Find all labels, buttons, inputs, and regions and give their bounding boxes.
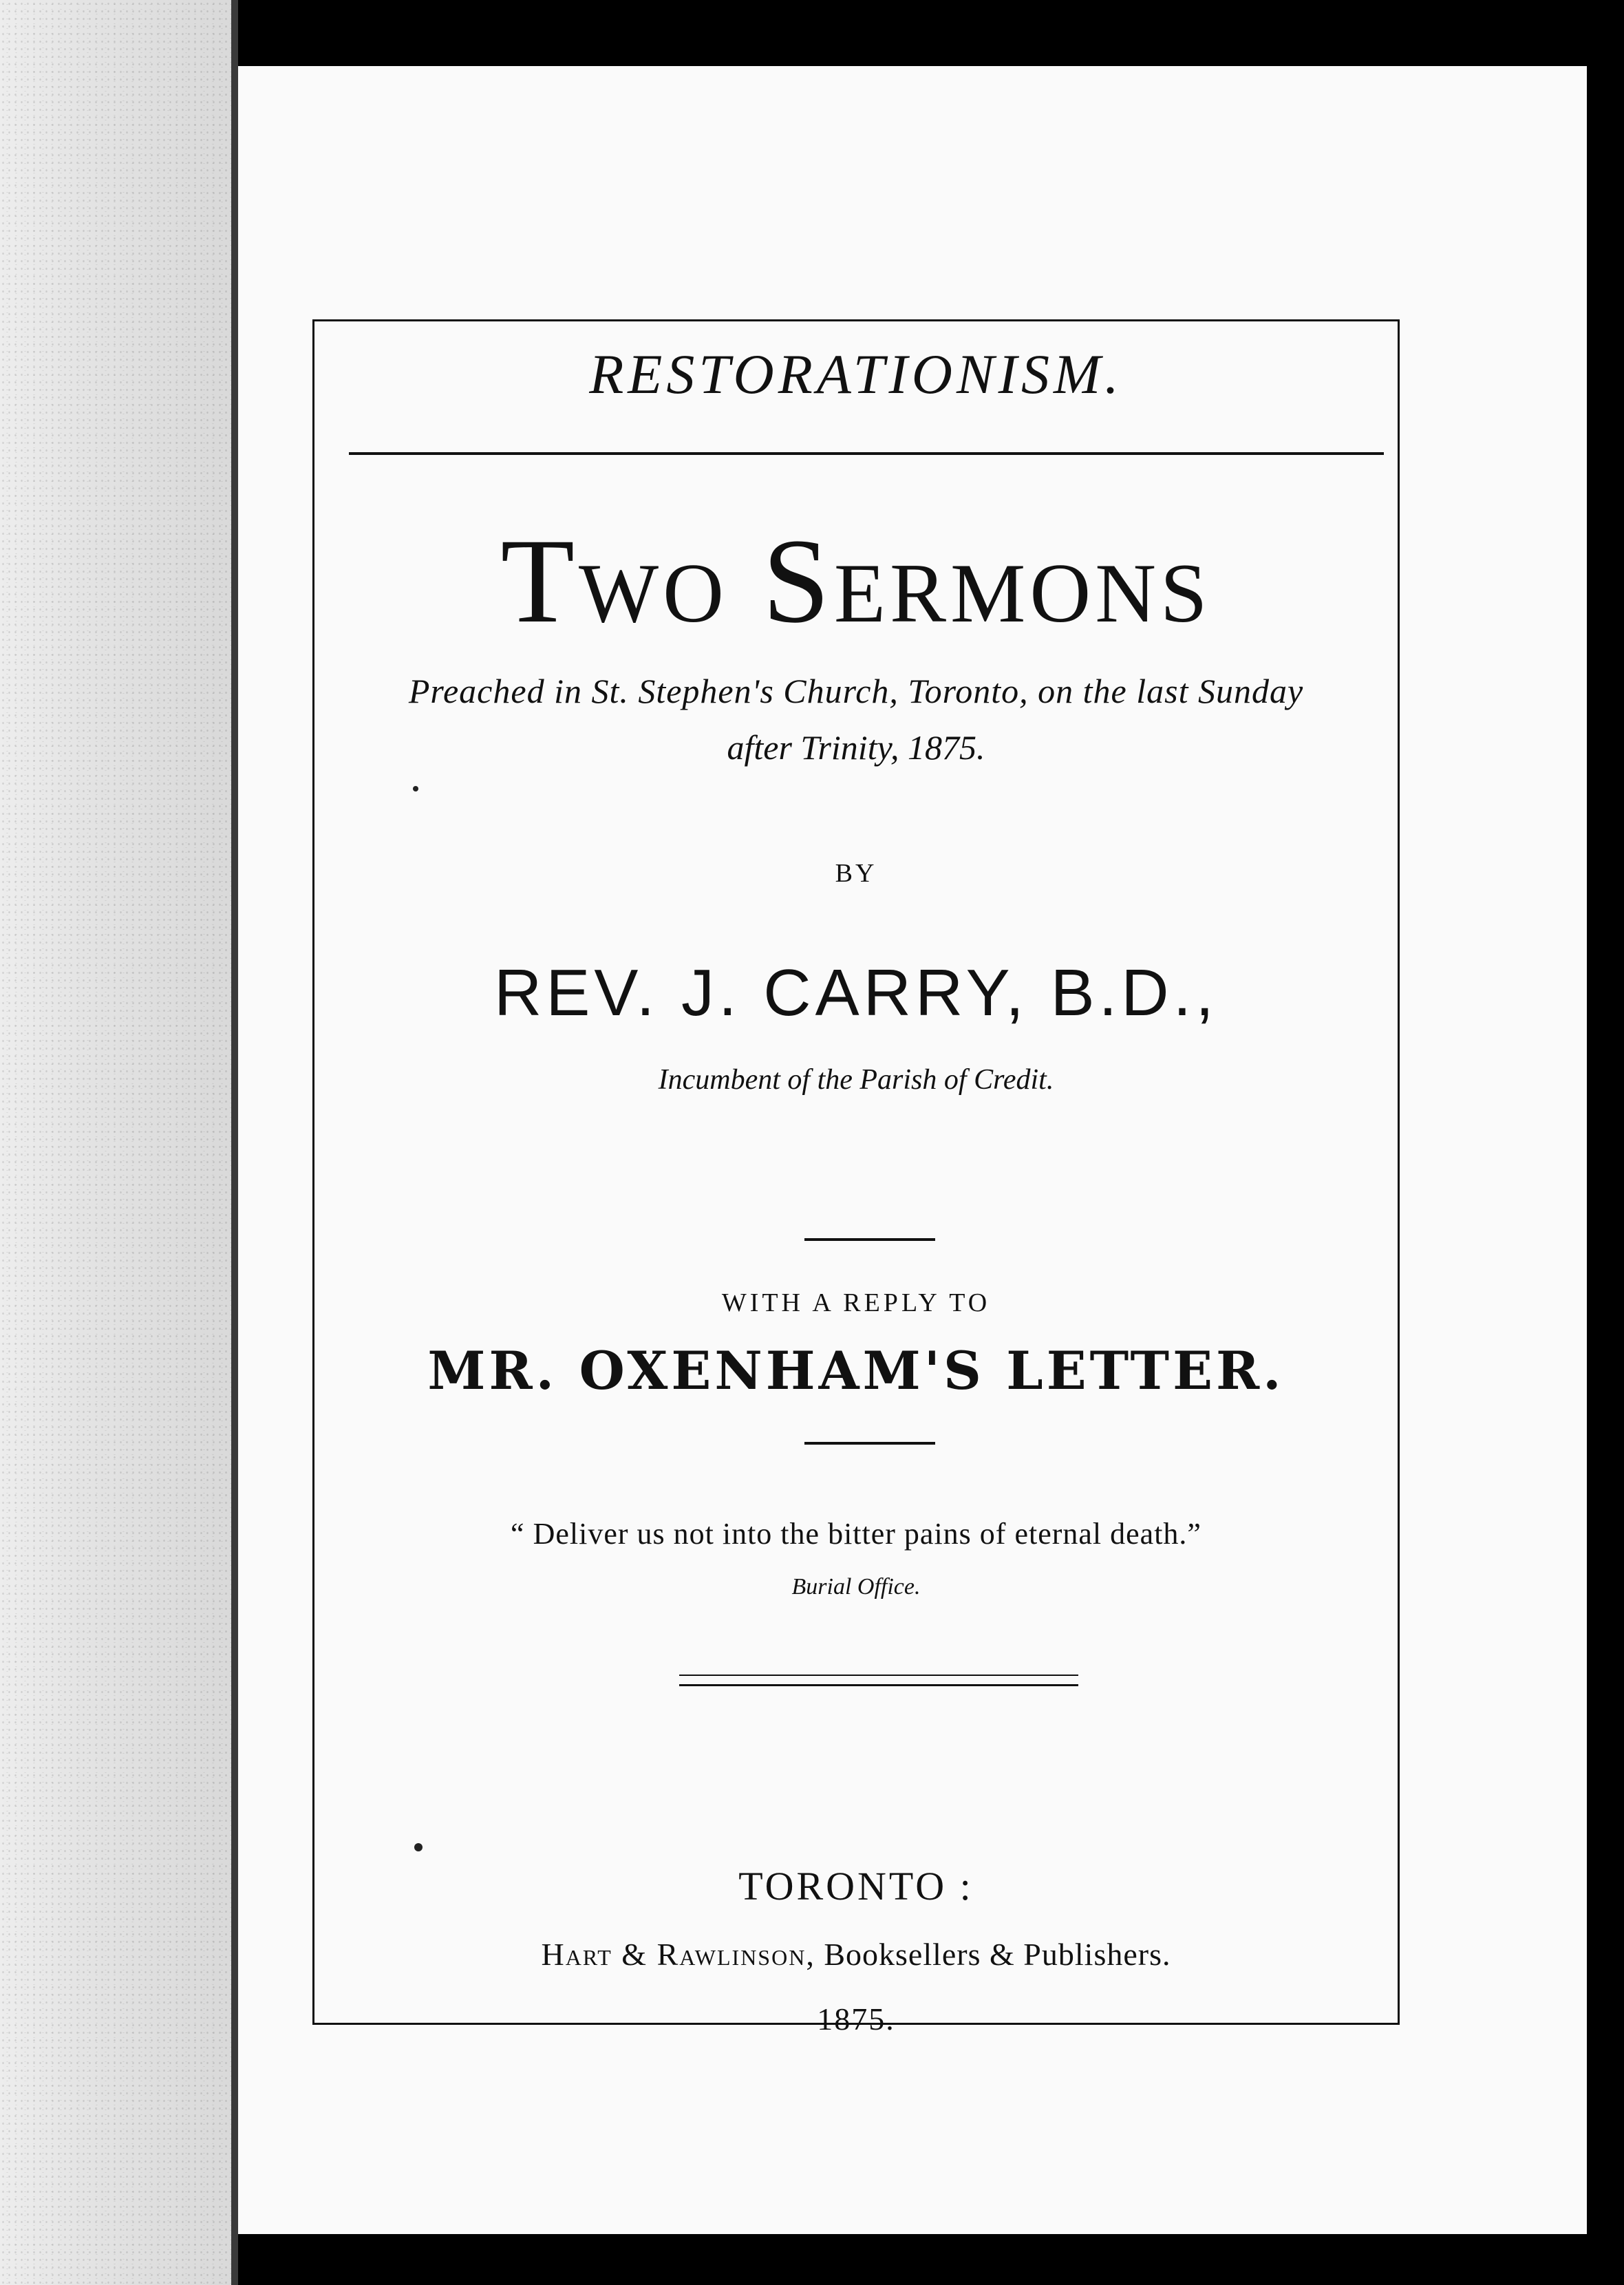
subtitle-line-2: after Trinity, 1875.: [727, 728, 985, 767]
publisher-line: [314, 1936, 1398, 1973]
author-name: REV. J. CARRY, B.D.,: [494, 956, 1218, 1030]
publisher-role: Booksellers & Publishers.: [824, 1937, 1171, 1972]
publication-year: 1875.: [817, 2001, 895, 2037]
divider-rule-2: [804, 1442, 935, 1445]
reply-target: MR. OXENHAM'S LETTER.: [427, 1340, 1285, 1401]
epigraph-source: Burial Office.: [791, 1574, 921, 1600]
header-rule: [349, 452, 1384, 455]
title-page-frame: [312, 319, 1400, 2037]
publisher-name: Hart & Rawlinson,: [541, 1937, 815, 1972]
main-title: Two Sermons: [500, 514, 1212, 648]
title-page: [238, 66, 1587, 2234]
by-label: BY: [835, 859, 877, 888]
epigraph-quote: “ Deliver us not into the bitter pains of eternal death.”: [511, 1517, 1201, 1551]
book-spine: [0, 0, 234, 2285]
publication-city: TORONTO :: [738, 1864, 974, 1909]
header-title: RESTORATIONISM.: [589, 343, 1123, 405]
page-speck: [413, 786, 418, 791]
author-position: Incumbent of the Parish of Credit.: [658, 1064, 1054, 1096]
subtitle-line-1: Preached in St. Stephen's Church, Toronto, on the last Sunday: [408, 672, 1304, 710]
reply-intro: WITH A REPLY TO: [721, 1288, 991, 1317]
double-rule: [679, 1675, 1078, 1686]
page-speck: [414, 1843, 423, 1851]
divider-rule-1: [804, 1238, 935, 1241]
spine-texture: [0, 0, 234, 2285]
